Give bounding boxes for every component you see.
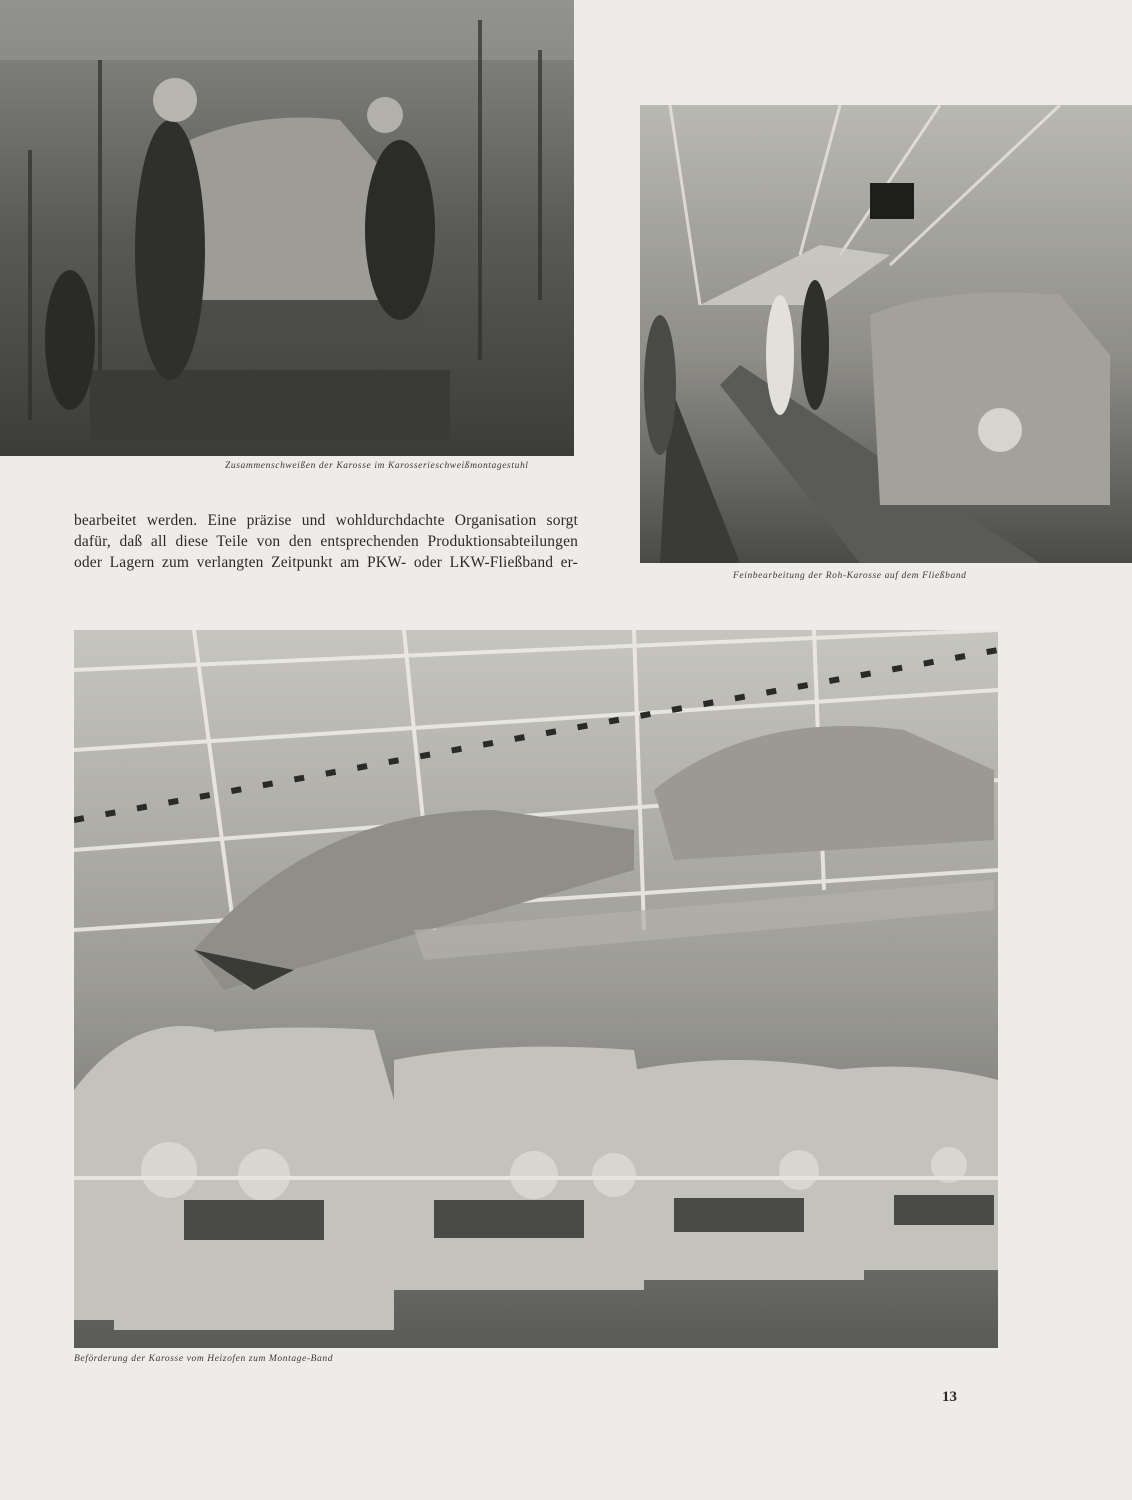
assembly-line-photo-icon — [640, 105, 1132, 563]
photo-assembly-line — [640, 105, 1132, 563]
conveyor-car-bodies-photo-icon — [74, 630, 998, 1348]
welding-station-photo-icon — [0, 0, 574, 456]
body-line: bearbeitet werden. Eine präzise und wohldurchdachte Organisation sorgt — [74, 512, 578, 529]
caption-welding-station: Zusammenschweißen der Karosse im Karosserieschweißmontagestuhl — [225, 461, 529, 471]
caption-assembly-line: Feinbearbeitung der Roh-Karosse auf dem Fließband — [733, 571, 967, 581]
page-number: 13 — [942, 1389, 957, 1405]
photo-welding-station — [0, 0, 574, 456]
body-paragraph — [74, 510, 578, 573]
body-line: oder Lagern zum verlangten Zeitpunkt am PKW- oder LKW-Fließband er- — [74, 554, 578, 571]
photo-conveyor-car-bodies — [74, 630, 998, 1348]
body-line: dafür, daß all diese Teile von den entsprechenden Produktionsabteilungen — [74, 533, 578, 550]
caption-conveyor-car-bodies: Beförderung der Karosse vom Heizofen zum Montage-Band — [74, 1354, 334, 1364]
